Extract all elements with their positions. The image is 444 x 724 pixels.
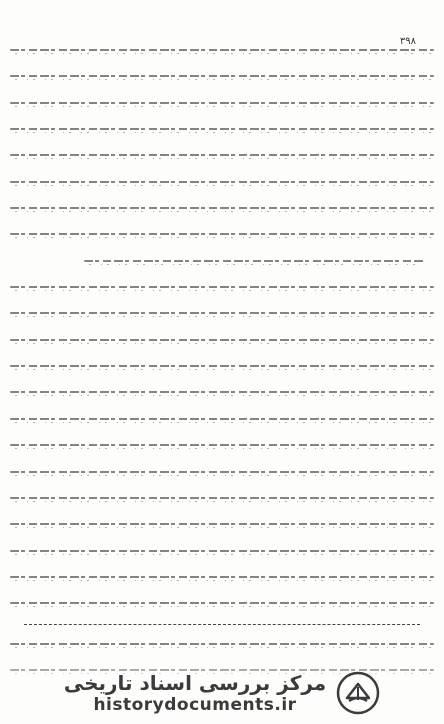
manuscript-line (10, 571, 434, 584)
manuscript-line (10, 123, 434, 136)
manuscript-line (10, 255, 434, 268)
watermark-text (64, 671, 326, 715)
manuscript-line (10, 545, 434, 558)
handwritten-text (10, 44, 434, 677)
manuscript-line (10, 492, 434, 505)
manuscript-line (10, 176, 434, 189)
manuscript-line (10, 597, 434, 610)
manuscript-line (10, 97, 434, 110)
manuscript-line (10, 439, 434, 452)
page-number: ۳۹۸ (399, 36, 416, 47)
manuscript-line (10, 228, 434, 241)
manuscript-line (10, 70, 434, 83)
manuscript-line (10, 638, 434, 651)
manuscript-line (10, 44, 434, 57)
manuscript-line (10, 518, 434, 531)
manuscript-line (10, 202, 434, 215)
watermark-url: historydocuments.ir (93, 695, 297, 715)
watermark (0, 662, 444, 724)
watermark-title: مرکز بررسی اسناد تاریخی (63, 671, 327, 695)
section-divider (24, 624, 420, 625)
manuscript-line (10, 466, 434, 479)
manuscript-line (10, 149, 434, 162)
manuscript-line (10, 413, 434, 426)
manuscript-line (10, 281, 434, 294)
book-seal-icon (336, 671, 380, 715)
manuscript-line (10, 334, 434, 347)
manuscript-line (10, 307, 434, 320)
manuscript-line (10, 360, 434, 373)
manuscript-line (10, 386, 434, 399)
